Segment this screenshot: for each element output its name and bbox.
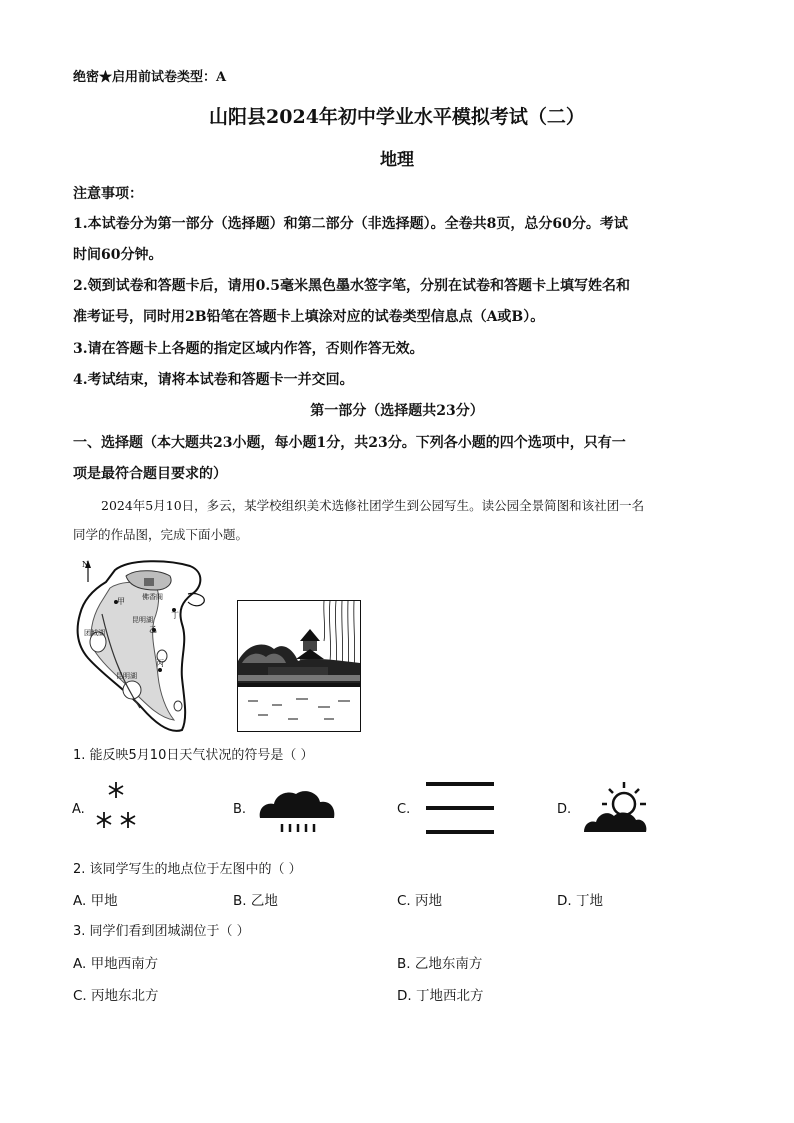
student-artwork (237, 600, 361, 732)
map-label-yi: 乙 (149, 625, 157, 634)
q3-option-b: B. 乙地东南方 (397, 956, 483, 972)
map-label-bing: 丙 (156, 659, 164, 668)
q1-option-d-label: D. (557, 802, 572, 817)
q1-option-c-label: C. (397, 802, 411, 817)
q2-option-c: C. 丙地 (397, 893, 443, 909)
note-item-1a: 1.本试卷分为第一部分（选择题）和第二部分（非选择题）。全卷共8页，总分60分。考试 (73, 216, 628, 232)
q3-option-d: D. 丁地西北方 (397, 988, 484, 1004)
map-label-kunminghu-north: 昆明湖 (132, 616, 153, 624)
park-map-drawing (70, 558, 220, 736)
q3-option-c: C. 丙地东北方 (73, 988, 159, 1004)
subject-title: 地理 (380, 150, 414, 170)
map-label-ding: 丁 (171, 611, 179, 620)
note-item-1b: 时间60分钟。 (73, 247, 163, 263)
snow-icon (92, 780, 142, 836)
partly-cloudy-icon (582, 778, 648, 836)
q3-option-a: A. 甲地西南方 (73, 956, 159, 972)
question-1-stem: 1. 能反映5月10日天气状况的符号是（ ） (73, 748, 314, 763)
q2-option-d: D. 丁地 (557, 893, 603, 909)
q2-option-b: B. 乙地 (233, 893, 278, 909)
q1-option-a-label: A. (72, 802, 85, 817)
note-item-2a: 2.领到试卷和答题卡后，请用0.5毫米黑色墨水签字笔，分别在试卷和答题卡上填写姓名和 (73, 278, 630, 294)
part-one-title: 第一部分（选择题共23分） (310, 403, 484, 419)
stem-line-1: 2024年5月10日，多云，某学校组织美术选修社团学生到公园写生。读公园全景简图和该社团一名 (101, 498, 645, 513)
rain-cloud-icon (256, 786, 338, 836)
exam-title: 山阳县2024年初中学业水平模拟考试（二） (209, 106, 585, 128)
stem-line-2: 同学的作品图，完成下面小题。 (73, 527, 249, 542)
map-label-foxiangge: 佛香阁 (142, 593, 163, 601)
section-heading-b: 项是最符合题目要求的） (73, 466, 227, 482)
question-2-stem: 2. 该同学写生的地点位于左图中的（ ） (73, 862, 302, 877)
q2-option-a: A. 甲地 (73, 893, 118, 909)
fog-icon (424, 780, 496, 836)
section-heading-a: 一、选择题（本大题共23小题，每小题1分，共23分。下列各小题的四个选项中，只有一 (73, 435, 626, 451)
notes-heading: 注意事项： (73, 186, 143, 202)
artwork-drawing (238, 601, 360, 731)
note-item-2b: 准考证号，同时用2B铅笔在答题卡上填涂对应的试卷类型信息点（A或B）。 (73, 309, 545, 325)
note-item-3: 3.请在答题卡上各题的指定区域内作答，否则作答无效。 (73, 341, 424, 357)
secret-level-text: 绝密★启用前试卷类型：A (73, 70, 227, 85)
north-label: N (82, 560, 89, 569)
note-item-4: 4.考试结束，请将本试卷和答题卡一并交回。 (73, 372, 354, 388)
map-label-tuanchenghu: 团城湖 (84, 629, 105, 637)
map-label-jia: 甲 (117, 597, 125, 606)
q1-option-b-label: B. (233, 802, 247, 817)
park-map (70, 558, 220, 736)
map-label-kunminghu-south: 昆明湖 (116, 672, 137, 680)
question-3-stem: 3. 同学们看到团城湖位于（ ） (73, 924, 250, 939)
